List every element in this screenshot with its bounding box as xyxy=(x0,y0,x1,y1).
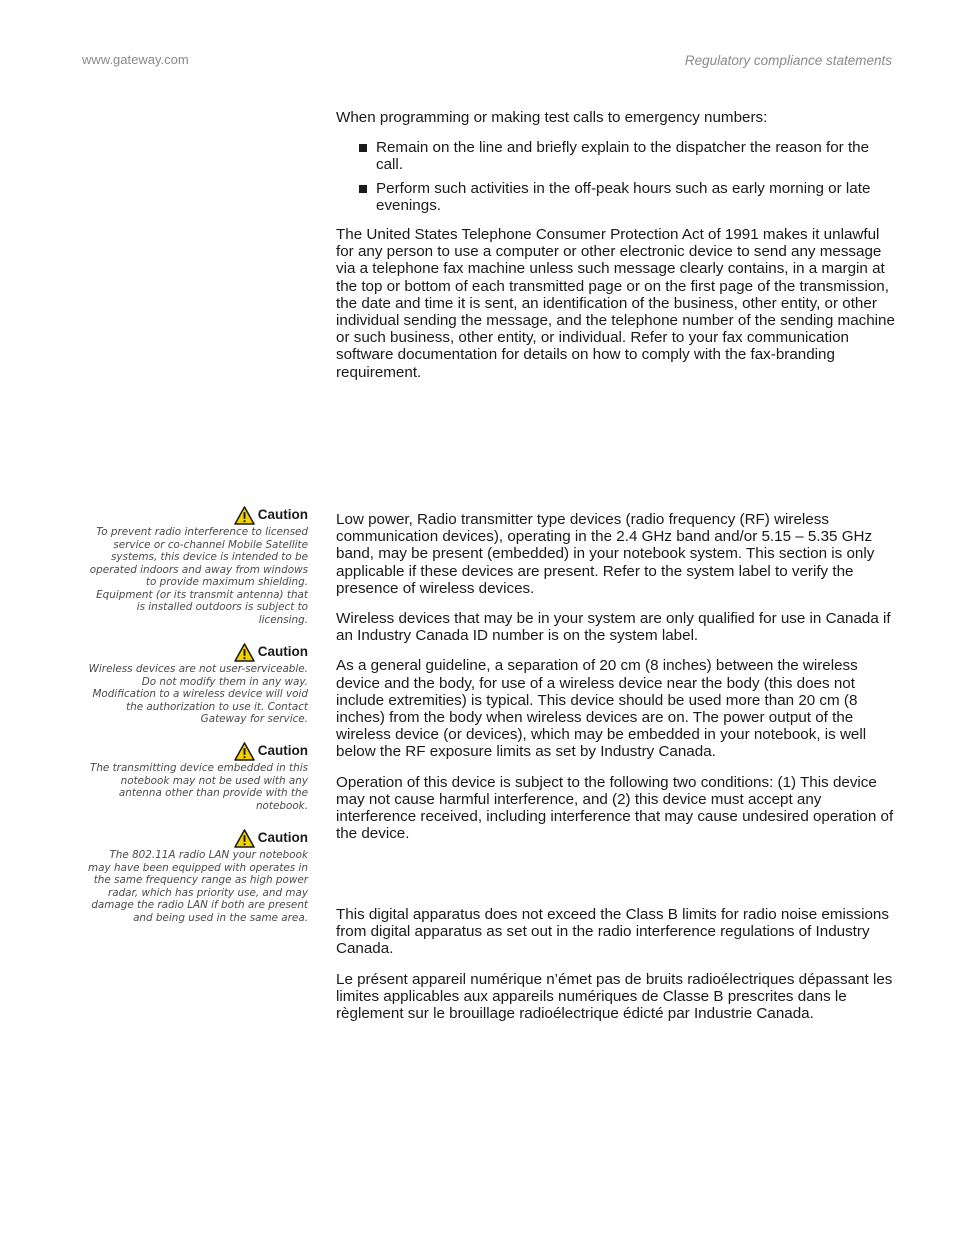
tcpa-paragraph: The United States Telephone Consumer Protection Act of 1991 makes it unlawful for any person to use a computer or other electronic device to send any message via a telephone fax machine unless such message clearly contains, in a margin at the top or bottom of each transmitted page or on the first page of the transmission, the date and time it is sent, an identification of the business, other entity, or other individual sending the message, and the telephone number of the sending machine or such business, other entity, or individual. Refer to your fax communication software documentation for details on how to comply with the fax-branding requirement. xyxy=(336,226,895,381)
caution-text: The transmitting device embedded in this notebook may not be used with any antenna other than provide with the notebook. xyxy=(89,762,308,812)
wireless-paragraph: Operation of this device is subject to the following two conditions: (1) This device may not cause harmful interference, and (2) this device must accept any interference received, including interference that may cause undesired operation of the device. xyxy=(336,773,894,843)
wireless-canada-section xyxy=(336,511,896,855)
caution-label: Caution xyxy=(257,743,308,759)
wireless-paragraph: Wireless devices that may be in your system are only qualified for use in Canada if an Industry Canada ID number is on the system label. xyxy=(336,610,891,645)
emergency-section xyxy=(336,109,896,394)
bullet-text: Perform such activities in the off-peak hours such as early morning or late evenings. xyxy=(376,179,871,214)
warning-triangle-icon xyxy=(234,643,255,662)
bullet-item xyxy=(336,180,896,214)
caution-label: Caution xyxy=(257,644,308,660)
square-bullet-icon xyxy=(359,185,367,193)
caution-heading xyxy=(88,829,308,848)
caution-heading xyxy=(88,742,308,761)
caution-heading xyxy=(88,643,308,662)
caution-heading xyxy=(88,506,308,525)
class-b-paragraph-fr: Le présent appareil numérique n’émet pas de bruits radioélectriques dépassant les limites applicables aux appareils numériques de Classe B prescrites dans le règlement sur le brouillage radioélectrique édicté par Industrie Canada. xyxy=(336,970,893,1023)
caution-text: To prevent radio interference to licensed service or co-channel Mobile Satellite systems, this device is intended to be operated indoors and away from windows to provide maximum shielding. Equipment (or its transmit antenna) that is installed outdoors is subject to licensing. xyxy=(89,526,308,626)
wireless-paragraph: Low power, Radio transmitter type devices (radio frequency (RF) wireless communication devices), operating in the 2.4 GHz band and/or 5.15 – 5.35 GHz band, may be present (embedded) in your notebook system. This section is only applicable if these devices are present. Refer to the system label to verify the presence of wireless devices. xyxy=(336,511,875,597)
square-bullet-icon xyxy=(359,144,367,152)
header-website: www.gateway.com xyxy=(82,52,189,67)
caution-label: Caution xyxy=(257,507,308,523)
bullet-text: Remain on the line and briefly explain to the dispatcher the reason for the call. xyxy=(376,139,870,174)
caution-note xyxy=(88,643,308,726)
warning-triangle-icon xyxy=(234,829,255,848)
warning-triangle-icon xyxy=(234,506,255,525)
emergency-intro: When programming or making test calls to emergency numbers: xyxy=(336,109,768,126)
bullet-item xyxy=(336,139,896,173)
warning-triangle-icon xyxy=(234,742,255,761)
caution-text: The 802.11A radio LAN your notebook may have been equipped with operates in the same frequency range as high power radar, which has priority use, and may damage the radio LAN if both are present and being used in the same area. xyxy=(88,849,308,924)
caution-note xyxy=(88,506,308,626)
caution-label: Caution xyxy=(257,830,308,846)
caution-text: Wireless devices are not user-serviceable. Do not modify them in any way. Modification to a wireless device will void the authorization to use it. Contact Gateway for service. xyxy=(88,663,308,725)
wireless-paragraph: As a general guideline, a separation of 20 cm (8 inches) between the wireless device and the body, for use of a wireless device near the body (this does not include extremities) is typical. This device should be used more than 20 cm (8 inches) from the body when wireless devices are on. The power output of the wireless device (or devices), which may be embedded in your notebook, is well below the RF exposure limits as set by Industry Canada. xyxy=(336,657,867,761)
class-b-paragraph-en: This digital apparatus does not exceed the Class B limits for radio noise emissions from digital apparatus as set out in the radio interference regulations of Industry Canada. xyxy=(336,906,889,958)
header-section-title: Regulatory compliance statements xyxy=(684,53,892,68)
class-b-section xyxy=(336,906,896,1035)
caution-note xyxy=(88,742,308,812)
caution-note xyxy=(88,829,308,924)
